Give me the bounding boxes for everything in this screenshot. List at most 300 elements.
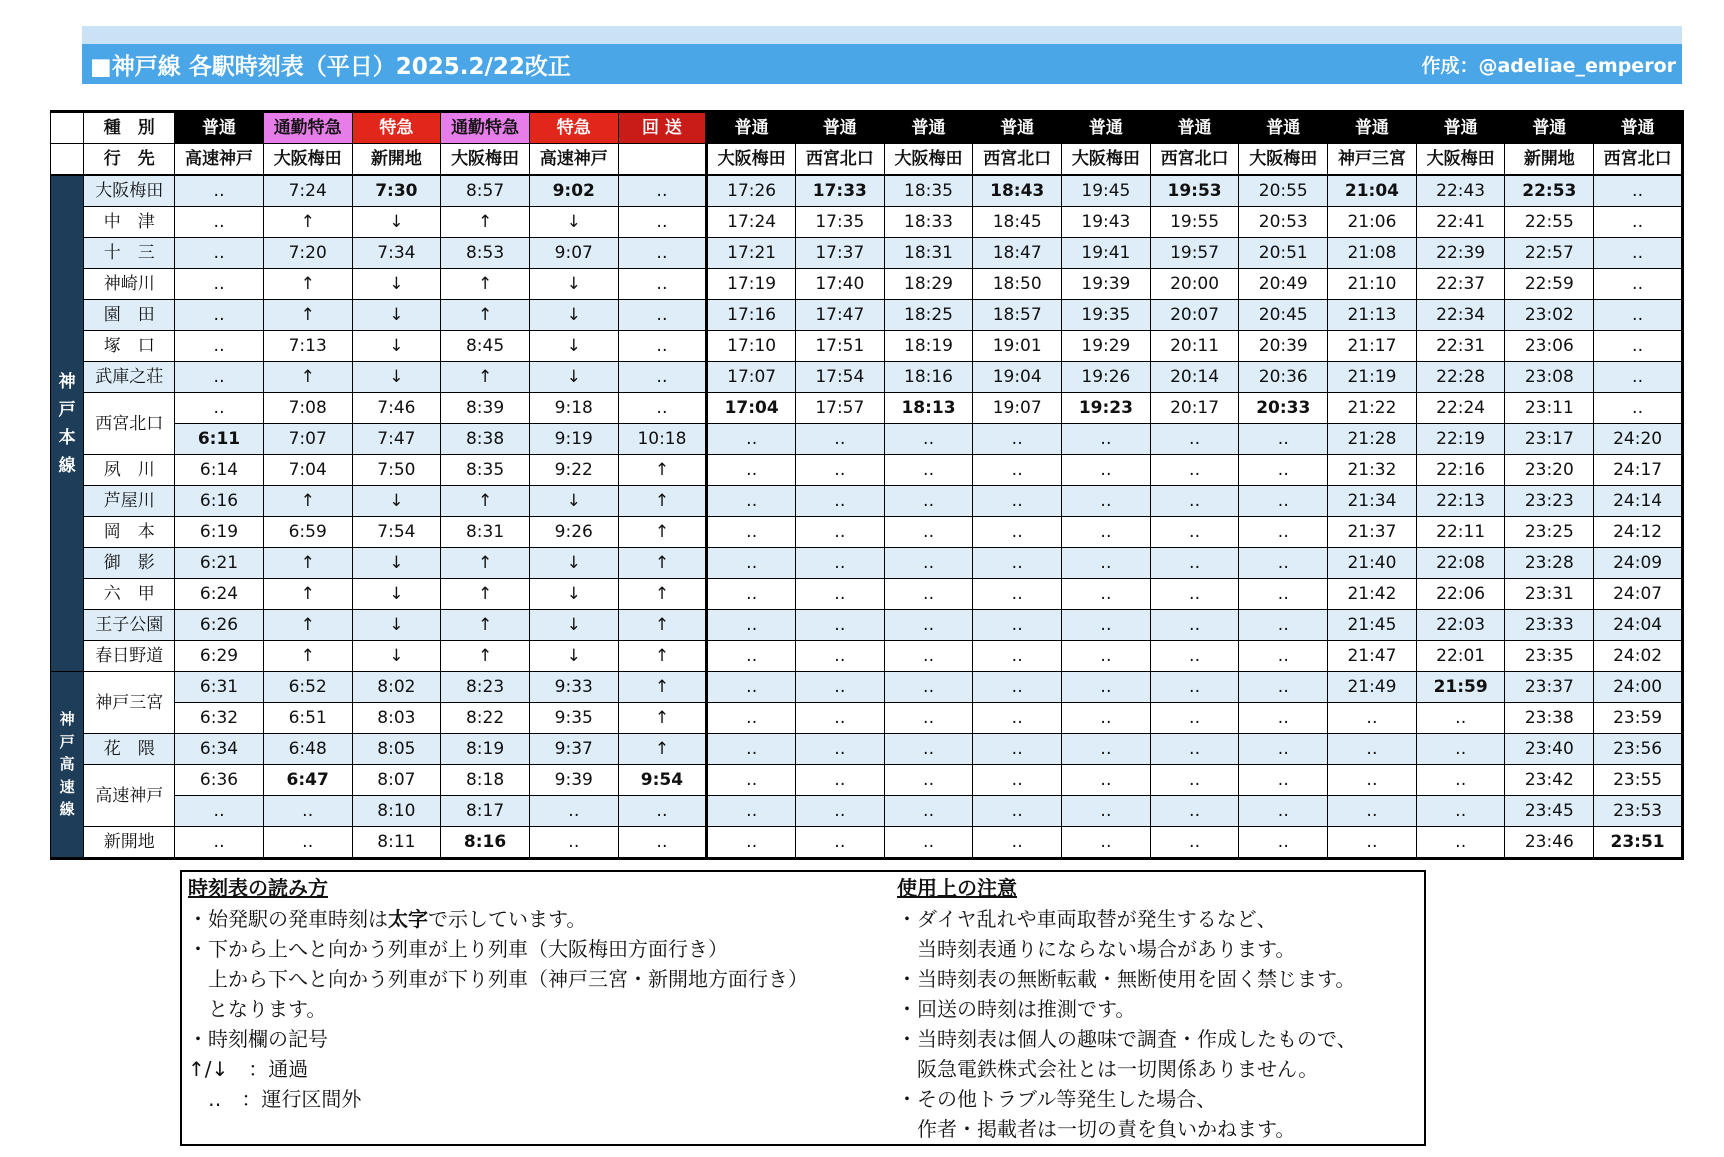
time-cell: 8:31 xyxy=(441,517,530,548)
time-cell: ‥ xyxy=(973,734,1062,765)
time-cell: ‥ xyxy=(529,796,618,827)
time-cell: ‥ xyxy=(707,672,796,703)
time-cell: 22:57 xyxy=(1505,238,1594,269)
time-cell: ‥ xyxy=(1150,610,1239,641)
table-row xyxy=(51,393,1683,424)
time-cell: ‥ xyxy=(1239,579,1328,610)
time-cell: 24:17 xyxy=(1594,455,1683,486)
station-name: 芦屋川 xyxy=(84,486,175,517)
time-cell: 8:16 xyxy=(441,827,530,859)
train-type-cell: 普通 xyxy=(1505,112,1594,144)
line-label-char: 本 xyxy=(58,427,76,448)
time-cell: ‥ xyxy=(884,827,973,859)
time-cell: ↑ xyxy=(263,610,352,641)
note-line: ・その他トラブル等発生した場合、 xyxy=(897,1087,1217,1111)
time-cell: ‥ xyxy=(795,703,884,734)
time-cell: 6:52 xyxy=(263,672,352,703)
table-row xyxy=(51,579,1683,610)
time-cell: 17:04 xyxy=(707,393,796,424)
time-cell: ↑ xyxy=(618,455,707,486)
time-cell: ‥ xyxy=(973,517,1062,548)
time-cell: 23:38 xyxy=(1505,703,1594,734)
time-cell: ‥ xyxy=(1062,455,1151,486)
line-label-char: 線 xyxy=(59,800,75,819)
time-cell: ‥ xyxy=(1416,734,1505,765)
time-cell: 21:34 xyxy=(1328,486,1417,517)
time-cell: ‥ xyxy=(795,796,884,827)
train-type-cell: 普通 xyxy=(973,112,1062,144)
time-cell: ‥ xyxy=(884,579,973,610)
time-cell: 8:18 xyxy=(441,765,530,796)
notes-caution-title: 使用上の注意 xyxy=(897,876,1017,900)
time-cell: ↓ xyxy=(352,331,441,362)
time-cell: 23:55 xyxy=(1594,765,1683,796)
time-cell: 21:19 xyxy=(1328,362,1417,393)
time-cell: ↓ xyxy=(529,207,618,238)
time-cell: 6:24 xyxy=(175,579,264,610)
time-cell: ‥ xyxy=(1062,424,1151,455)
time-cell: ‥ xyxy=(795,579,884,610)
line-label-char: 高 xyxy=(59,755,75,774)
time-cell: ‥ xyxy=(618,331,707,362)
destination-header: 行 先 xyxy=(84,144,175,176)
table-row xyxy=(51,175,1683,207)
time-cell: 8:17 xyxy=(441,796,530,827)
time-cell: ↑ xyxy=(263,486,352,517)
time-cell: 17:24 xyxy=(707,207,796,238)
time-cell: 18:50 xyxy=(973,269,1062,300)
time-cell: 20:11 xyxy=(1150,331,1239,362)
note-line: 当時刻表通りにならない場合があります。 xyxy=(917,937,1296,961)
time-cell: 23:25 xyxy=(1505,517,1594,548)
time-cell: 7:24 xyxy=(263,175,352,207)
time-cell: 22:24 xyxy=(1416,393,1505,424)
time-cell: 6:51 xyxy=(263,703,352,734)
time-cell: 23:11 xyxy=(1505,393,1594,424)
line-label-kobe-kosoku xyxy=(51,672,84,859)
time-cell: ‥ xyxy=(707,486,796,517)
time-cell: 8:02 xyxy=(352,672,441,703)
time-cell: ‥ xyxy=(1239,703,1328,734)
time-cell: 20:00 xyxy=(1150,269,1239,300)
time-cell: 7:54 xyxy=(352,517,441,548)
station-name: 武庫之荘 xyxy=(84,362,175,393)
time-cell: ‥ xyxy=(1239,827,1328,859)
time-cell: ↑ xyxy=(441,362,530,393)
time-cell: 17:16 xyxy=(707,300,796,331)
time-cell: 21:49 xyxy=(1328,672,1417,703)
station-name: 西宮北口 xyxy=(84,393,175,455)
time-cell: 23:17 xyxy=(1505,424,1594,455)
time-cell: 22:39 xyxy=(1416,238,1505,269)
time-cell: ↓ xyxy=(529,610,618,641)
time-cell: 18:13 xyxy=(884,393,973,424)
time-cell: ↑ xyxy=(263,548,352,579)
time-cell: 8:19 xyxy=(441,734,530,765)
station-name: 六 甲 xyxy=(84,579,175,610)
time-cell: 23:42 xyxy=(1505,765,1594,796)
note-line: ・当時刻表は個人の趣味で調査・作成したもので、 xyxy=(897,1027,1357,1051)
time-cell: 9:22 xyxy=(529,455,618,486)
time-cell: 21:37 xyxy=(1328,517,1417,548)
time-cell: 17:51 xyxy=(795,331,884,362)
time-cell: ‥ xyxy=(1328,734,1417,765)
time-cell: ‥ xyxy=(1594,175,1683,207)
line-label-kobe-main xyxy=(51,175,84,672)
time-cell: ‥ xyxy=(795,424,884,455)
notes-box xyxy=(180,870,1426,1146)
page-title: ■神戸線 各駅時刻表（平日）2025.2/22改正 xyxy=(90,53,571,80)
time-cell: ↓ xyxy=(529,579,618,610)
time-cell: ‥ xyxy=(973,672,1062,703)
time-cell: ‥ xyxy=(175,393,264,424)
time-cell: ‥ xyxy=(1416,703,1505,734)
time-cell: ‥ xyxy=(795,765,884,796)
time-cell: ‥ xyxy=(1328,796,1417,827)
note-line: となります。 xyxy=(208,997,327,1021)
time-cell: 17:19 xyxy=(707,269,796,300)
time-cell: 9:18 xyxy=(529,393,618,424)
time-cell: 8:22 xyxy=(441,703,530,734)
time-cell: 6:16 xyxy=(175,486,264,517)
time-cell: ↓ xyxy=(352,579,441,610)
time-cell: ‥ xyxy=(1594,331,1683,362)
time-cell: 21:59 xyxy=(1416,672,1505,703)
time-cell: 18:33 xyxy=(884,207,973,238)
time-cell: ‥ xyxy=(1594,269,1683,300)
station-name: 大阪梅田 xyxy=(84,175,175,207)
time-cell: 17:40 xyxy=(795,269,884,300)
time-cell: 6:34 xyxy=(175,734,264,765)
time-cell: ‥ xyxy=(1150,486,1239,517)
time-cell: 21:04 xyxy=(1328,175,1417,207)
time-cell: 22:03 xyxy=(1416,610,1505,641)
time-cell: ↓ xyxy=(352,362,441,393)
time-cell: ‥ xyxy=(175,331,264,362)
corner-blank xyxy=(51,144,84,176)
table-row xyxy=(51,207,1683,238)
time-cell: ‥ xyxy=(1150,827,1239,859)
time-cell: ‥ xyxy=(1150,548,1239,579)
time-cell: ↓ xyxy=(352,269,441,300)
time-cell: 21:42 xyxy=(1328,579,1417,610)
time-cell: ‥ xyxy=(1062,827,1151,859)
time-cell: 17:57 xyxy=(795,393,884,424)
time-cell: 19:35 xyxy=(1062,300,1151,331)
train-destination-cell: 西宮北口 xyxy=(973,144,1062,176)
time-cell: ‥ xyxy=(1150,517,1239,548)
time-cell: 24:04 xyxy=(1594,610,1683,641)
table-row xyxy=(51,455,1683,486)
time-cell: ‥ xyxy=(1062,641,1151,672)
time-cell: 24:00 xyxy=(1594,672,1683,703)
time-cell: 19:04 xyxy=(973,362,1062,393)
time-cell: 8:57 xyxy=(441,175,530,207)
table-row xyxy=(51,269,1683,300)
time-cell: 24:07 xyxy=(1594,579,1683,610)
time-cell: ↑ xyxy=(441,269,530,300)
time-cell: 21:28 xyxy=(1328,424,1417,455)
time-cell: 18:43 xyxy=(973,175,1062,207)
station-name: 春日野道 xyxy=(84,641,175,672)
time-cell: ‥ xyxy=(618,362,707,393)
time-cell: 23:40 xyxy=(1505,734,1594,765)
time-cell: ‥ xyxy=(707,765,796,796)
train-type-cell: 通勤特急 xyxy=(263,112,352,144)
station-name: 夙 川 xyxy=(84,455,175,486)
time-cell: ‥ xyxy=(1062,672,1151,703)
note-line: ・下から上へと向かう列車が上り列車（大阪梅田方面行き） xyxy=(188,937,728,961)
time-cell: ‥ xyxy=(973,579,1062,610)
time-cell: ‥ xyxy=(1150,796,1239,827)
train-destination-cell: 大阪梅田 xyxy=(441,144,530,176)
notes-caution xyxy=(897,872,1417,1144)
time-cell: 23:53 xyxy=(1594,796,1683,827)
time-cell: 18:25 xyxy=(884,300,973,331)
time-cell: ↓ xyxy=(529,300,618,331)
time-cell: 21:32 xyxy=(1328,455,1417,486)
time-cell: 8:35 xyxy=(441,455,530,486)
station-name: 岡 本 xyxy=(84,517,175,548)
time-cell: 20:45 xyxy=(1239,300,1328,331)
time-cell: ‥ xyxy=(1150,672,1239,703)
time-cell: ‥ xyxy=(1594,362,1683,393)
time-cell: 21:06 xyxy=(1328,207,1417,238)
train-destination-cell: 大阪梅田 xyxy=(707,144,796,176)
time-cell: 7:20 xyxy=(263,238,352,269)
time-cell: 19:57 xyxy=(1150,238,1239,269)
train-type-cell: 回 送 xyxy=(618,112,707,144)
time-cell: ‥ xyxy=(175,269,264,300)
title-bar xyxy=(82,44,1682,84)
time-cell: 8:10 xyxy=(352,796,441,827)
time-cell: ‥ xyxy=(529,827,618,859)
time-cell: ‥ xyxy=(618,827,707,859)
train-type-cell: 普通 xyxy=(1150,112,1239,144)
time-cell: ‥ xyxy=(707,703,796,734)
time-cell: ‥ xyxy=(175,175,264,207)
train-destination-cell: 西宮北口 xyxy=(1150,144,1239,176)
line-label-char: 速 xyxy=(59,777,75,796)
time-cell: 7:08 xyxy=(263,393,352,424)
time-cell: ↑ xyxy=(618,486,707,517)
time-cell: ‥ xyxy=(795,672,884,703)
time-cell: ‥ xyxy=(1062,579,1151,610)
time-cell: ‥ xyxy=(1062,486,1151,517)
time-cell: ‥ xyxy=(707,827,796,859)
note-line: 阪急電鉄株式会社とは一切関係ありません。 xyxy=(917,1057,1319,1081)
train-type-cell: 通勤特急 xyxy=(441,112,530,144)
time-cell: ‥ xyxy=(795,517,884,548)
time-cell: ↓ xyxy=(529,362,618,393)
time-cell: ↓ xyxy=(352,641,441,672)
time-cell: ‥ xyxy=(1328,703,1417,734)
time-cell: ‥ xyxy=(884,486,973,517)
time-cell: ‥ xyxy=(795,641,884,672)
train-destination-cell: 新開地 xyxy=(352,144,441,176)
time-cell: ↑ xyxy=(263,207,352,238)
time-cell: ‥ xyxy=(1150,641,1239,672)
time-cell: ‥ xyxy=(795,486,884,517)
train-destination-cell: 高速神戸 xyxy=(175,144,264,176)
train-destination-cell: 神戸三宮 xyxy=(1328,144,1417,176)
time-cell: 6:19 xyxy=(175,517,264,548)
time-cell: 6:36 xyxy=(175,765,264,796)
time-cell: 19:41 xyxy=(1062,238,1151,269)
time-cell: 6:21 xyxy=(175,548,264,579)
time-cell: 21:45 xyxy=(1328,610,1417,641)
time-cell: ↓ xyxy=(352,300,441,331)
time-cell: 22:59 xyxy=(1505,269,1594,300)
train-type-cell: 普通 xyxy=(795,112,884,144)
time-cell: 22:34 xyxy=(1416,300,1505,331)
time-cell: ‥ xyxy=(707,424,796,455)
time-cell: 8:05 xyxy=(352,734,441,765)
table-row xyxy=(51,734,1683,765)
time-cell: ‥ xyxy=(1239,548,1328,579)
time-cell: ↑ xyxy=(441,207,530,238)
time-cell: 21:40 xyxy=(1328,548,1417,579)
time-cell: ↑ xyxy=(263,641,352,672)
time-cell: 7:50 xyxy=(352,455,441,486)
table-row xyxy=(51,486,1683,517)
time-cell: 23:28 xyxy=(1505,548,1594,579)
time-cell: 7:04 xyxy=(263,455,352,486)
time-cell: 20:53 xyxy=(1239,207,1328,238)
train-destination-cell: 新開地 xyxy=(1505,144,1594,176)
time-cell: 20:14 xyxy=(1150,362,1239,393)
time-cell: ↓ xyxy=(352,207,441,238)
time-cell: ‥ xyxy=(707,610,796,641)
time-cell: ↓ xyxy=(529,641,618,672)
train-destination-cell xyxy=(618,144,707,176)
time-cell: 8:39 xyxy=(441,393,530,424)
time-cell: ↑ xyxy=(618,734,707,765)
time-cell: 24:20 xyxy=(1594,424,1683,455)
time-cell: 24:12 xyxy=(1594,517,1683,548)
time-cell: 6:26 xyxy=(175,610,264,641)
time-cell: 8:11 xyxy=(352,827,441,859)
time-cell: ‥ xyxy=(618,393,707,424)
time-cell: 21:13 xyxy=(1328,300,1417,331)
time-cell: ↓ xyxy=(352,486,441,517)
time-cell: 20:55 xyxy=(1239,175,1328,207)
time-cell: 23:33 xyxy=(1505,610,1594,641)
note-line: 上から下へと向かう列車が下り列車（神戸三宮・新開地方面行き） xyxy=(208,967,808,991)
time-cell: ↓ xyxy=(352,548,441,579)
time-cell: ‥ xyxy=(1150,734,1239,765)
time-cell: 7:13 xyxy=(263,331,352,362)
time-cell: 21:17 xyxy=(1328,331,1417,362)
time-cell: 22:53 xyxy=(1505,175,1594,207)
time-cell: ‥ xyxy=(1239,424,1328,455)
time-cell: 17:47 xyxy=(795,300,884,331)
time-cell: ‥ xyxy=(618,269,707,300)
time-cell: ‥ xyxy=(707,548,796,579)
time-cell: 9:33 xyxy=(529,672,618,703)
type-header: 種 別 xyxy=(84,112,175,144)
time-cell: ‥ xyxy=(884,765,973,796)
time-cell: ‥ xyxy=(1239,455,1328,486)
time-cell: 7:47 xyxy=(352,424,441,455)
time-cell: 8:23 xyxy=(441,672,530,703)
time-cell: 21:08 xyxy=(1328,238,1417,269)
time-cell: ‥ xyxy=(1594,207,1683,238)
train-destination-cell: 西宮北口 xyxy=(795,144,884,176)
time-cell: ‥ xyxy=(884,424,973,455)
time-cell: ↑ xyxy=(441,579,530,610)
time-cell: 9:54 xyxy=(618,765,707,796)
train-destination-cell: 大阪梅田 xyxy=(1239,144,1328,176)
time-cell: 24:09 xyxy=(1594,548,1683,579)
time-cell: 19:39 xyxy=(1062,269,1151,300)
time-cell: 8:07 xyxy=(352,765,441,796)
time-cell: 6:47 xyxy=(263,765,352,796)
line-label-char: 戸 xyxy=(59,732,75,751)
time-cell: ‥ xyxy=(618,175,707,207)
time-cell: ‥ xyxy=(175,362,264,393)
time-cell: ‥ xyxy=(795,610,884,641)
train-type-cell: 普通 xyxy=(1594,112,1683,144)
time-cell: ‥ xyxy=(1062,517,1151,548)
table-row xyxy=(51,796,1683,827)
time-cell: 20:49 xyxy=(1239,269,1328,300)
time-cell: ↑ xyxy=(441,641,530,672)
train-type-cell: 普通 xyxy=(1239,112,1328,144)
station-name: 御 影 xyxy=(84,548,175,579)
line-label-char: 線 xyxy=(58,455,76,476)
time-cell: ‥ xyxy=(175,796,264,827)
time-cell: 18:16 xyxy=(884,362,973,393)
time-cell: ‥ xyxy=(1062,610,1151,641)
station-name: 王子公園 xyxy=(84,610,175,641)
time-cell: ‥ xyxy=(707,517,796,548)
time-cell: ‥ xyxy=(884,734,973,765)
time-cell: 9:07 xyxy=(529,238,618,269)
time-cell: ‥ xyxy=(1062,703,1151,734)
station-name: 高速神戸 xyxy=(84,765,175,827)
time-cell: 7:07 xyxy=(263,424,352,455)
line-label-char: 神 xyxy=(59,710,75,729)
time-cell: 20:07 xyxy=(1150,300,1239,331)
time-cell: ‥ xyxy=(973,610,1062,641)
train-type-cell: 普通 xyxy=(1062,112,1151,144)
time-cell: 17:21 xyxy=(707,238,796,269)
table-row xyxy=(51,362,1683,393)
time-cell: 22:41 xyxy=(1416,207,1505,238)
time-cell: ‥ xyxy=(707,641,796,672)
time-cell: 9:26 xyxy=(529,517,618,548)
table-row xyxy=(51,548,1683,579)
train-destination-cell: 大阪梅田 xyxy=(1416,144,1505,176)
time-cell: ‥ xyxy=(1150,579,1239,610)
time-cell: 17:33 xyxy=(795,175,884,207)
time-cell: ↑ xyxy=(618,548,707,579)
time-cell: ↑ xyxy=(263,579,352,610)
time-cell: 9:39 xyxy=(529,765,618,796)
note-line: ・始発駅の発車時刻は太字で示しています。 xyxy=(188,907,587,931)
note-line: ・ダイヤ乱れや車両取替が発生するなど、 xyxy=(897,907,1277,931)
table-row xyxy=(51,331,1683,362)
time-cell: ‥ xyxy=(795,734,884,765)
time-cell: ↑ xyxy=(263,362,352,393)
time-cell: ‥ xyxy=(973,455,1062,486)
time-cell: 20:39 xyxy=(1239,331,1328,362)
time-cell: 23:08 xyxy=(1505,362,1594,393)
time-cell: ‥ xyxy=(1150,455,1239,486)
time-cell: ‥ xyxy=(795,548,884,579)
time-cell: 22:28 xyxy=(1416,362,1505,393)
